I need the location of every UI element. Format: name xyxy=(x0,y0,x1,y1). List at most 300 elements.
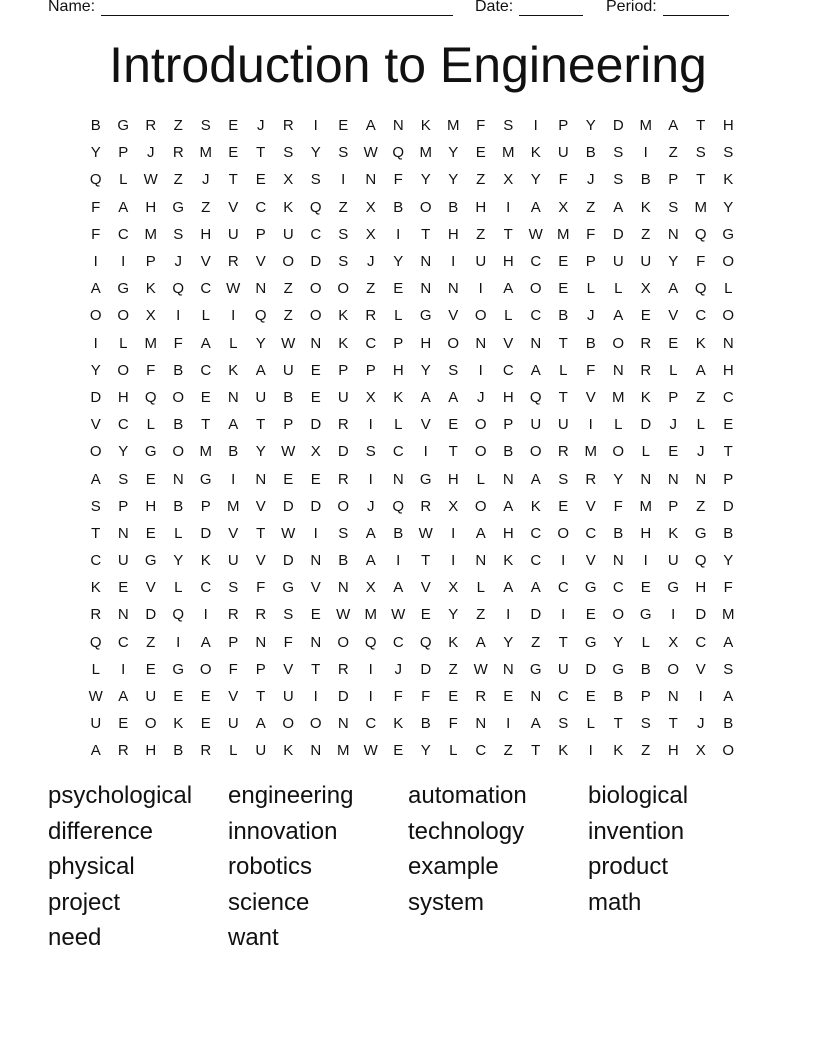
grid-letter[interactable]: Q xyxy=(392,144,405,162)
grid-letter[interactable]: H xyxy=(722,117,734,135)
grid-letter[interactable]: N xyxy=(612,361,624,379)
grid-letter[interactable]: R xyxy=(227,253,239,271)
grid-letter[interactable]: N xyxy=(502,660,514,678)
grid-letter[interactable]: N xyxy=(667,688,679,706)
grid-letter[interactable]: O xyxy=(474,416,487,434)
grid-letter[interactable]: V xyxy=(420,579,431,597)
grid-letter[interactable]: W xyxy=(363,742,378,760)
grid-letter[interactable]: M xyxy=(584,443,597,461)
grid-letter[interactable]: C xyxy=(695,307,707,325)
grid-letter[interactable]: I xyxy=(313,117,318,135)
grid-letter[interactable]: O xyxy=(722,307,735,325)
grid-letter[interactable]: E xyxy=(145,524,156,542)
grid-letter[interactable]: J xyxy=(587,307,595,325)
grid-letter[interactable]: O xyxy=(309,715,322,733)
grid-letter[interactable]: N xyxy=(502,470,514,488)
grid-letter[interactable]: P xyxy=(200,497,211,515)
grid-letter[interactable]: J xyxy=(669,416,677,434)
grid-letter[interactable]: E xyxy=(558,280,569,298)
grid-letter[interactable]: P xyxy=(558,117,569,135)
grid-letter[interactable]: P xyxy=(503,416,514,434)
grid-letter[interactable]: Z xyxy=(641,742,651,760)
name-field[interactable] xyxy=(48,0,453,16)
grid-letter[interactable]: U xyxy=(640,253,652,271)
grid-letter[interactable]: S xyxy=(723,660,734,678)
grid-letter[interactable]: S xyxy=(200,117,211,135)
grid-letter[interactable]: S xyxy=(613,171,624,189)
grid-letter[interactable]: O xyxy=(722,253,735,271)
grid-letter[interactable]: A xyxy=(695,361,706,379)
grid-letter[interactable]: D xyxy=(282,552,294,570)
grid-letter[interactable]: E xyxy=(145,660,156,678)
grid-letter[interactable]: S xyxy=(695,144,706,162)
grid-letter[interactable]: U xyxy=(557,416,569,434)
grid-letter[interactable]: Q xyxy=(89,633,102,651)
grid-letter[interactable]: T xyxy=(91,524,101,542)
grid-letter[interactable]: C xyxy=(255,198,267,216)
grid-letter[interactable]: D xyxy=(200,524,212,542)
grid-letter[interactable]: C xyxy=(200,361,212,379)
grid-letter[interactable]: W xyxy=(336,606,351,624)
grid-letter[interactable]: Z xyxy=(173,117,183,135)
grid-letter[interactable]: R xyxy=(282,117,294,135)
grid-letter[interactable]: O xyxy=(172,443,185,461)
grid-letter[interactable]: Z xyxy=(146,633,156,651)
grid-letter[interactable]: Q xyxy=(254,307,267,325)
grid-letter[interactable]: Z xyxy=(696,388,706,406)
grid-letter[interactable]: E xyxy=(668,443,679,461)
grid-letter[interactable]: M xyxy=(227,497,240,515)
grid-letter[interactable]: L xyxy=(146,416,155,434)
grid-letter[interactable]: Y xyxy=(420,171,431,189)
grid-letter[interactable]: X xyxy=(365,198,376,216)
grid-letter[interactable]: B xyxy=(723,524,734,542)
grid-letter[interactable]: N xyxy=(530,334,542,352)
grid-letter[interactable]: A xyxy=(613,307,624,325)
grid-letter[interactable]: K xyxy=(530,497,541,515)
grid-letter[interactable]: R xyxy=(475,688,487,706)
grid-letter[interactable]: I xyxy=(478,361,483,379)
grid-letter[interactable]: B xyxy=(585,334,596,352)
grid-letter[interactable]: Z xyxy=(531,633,541,651)
grid-letter[interactable]: D xyxy=(530,606,542,624)
period-field[interactable] xyxy=(606,0,729,16)
grid-letter[interactable]: Q xyxy=(392,497,405,515)
grid-letter[interactable]: X xyxy=(310,443,321,461)
grid-letter[interactable]: H xyxy=(420,334,432,352)
grid-letter[interactable]: E xyxy=(145,470,156,488)
grid-letter[interactable]: V xyxy=(668,307,679,325)
grid-letter[interactable]: W xyxy=(88,688,103,706)
grid-letter[interactable]: R xyxy=(255,606,267,624)
grid-letter[interactable]: O xyxy=(89,307,102,325)
grid-letter[interactable]: R xyxy=(227,606,239,624)
grid-letter[interactable]: U xyxy=(227,225,239,243)
grid-letter[interactable]: Z xyxy=(283,307,293,325)
grid-letter[interactable]: Y xyxy=(90,144,101,162)
grid-letter[interactable]: B xyxy=(173,742,184,760)
grid-letter[interactable]: L xyxy=(586,715,595,733)
grid-letter[interactable]: S xyxy=(228,579,239,597)
grid-letter[interactable]: A xyxy=(723,633,734,651)
grid-letter[interactable]: Z xyxy=(641,225,651,243)
grid-letter[interactable]: G xyxy=(667,579,680,597)
grid-letter[interactable]: D xyxy=(310,253,322,271)
grid-letter[interactable]: C xyxy=(200,280,212,298)
grid-letter[interactable]: I xyxy=(643,144,648,162)
grid-letter[interactable]: F xyxy=(613,497,623,515)
grid-letter[interactable]: V xyxy=(200,253,211,271)
grid-letter[interactable]: W xyxy=(281,334,296,352)
grid-letter[interactable]: U xyxy=(667,552,679,570)
grid-letter[interactable]: K xyxy=(338,334,349,352)
grid-letter[interactable]: S xyxy=(503,117,514,135)
grid-letter[interactable]: U xyxy=(282,361,294,379)
grid-letter[interactable]: H xyxy=(447,225,459,243)
grid-letter[interactable]: Y xyxy=(503,633,514,651)
grid-letter[interactable]: U xyxy=(145,688,157,706)
grid-letter[interactable]: S xyxy=(283,606,294,624)
grid-letter[interactable]: O xyxy=(199,660,212,678)
grid-letter[interactable]: K xyxy=(393,388,404,406)
grid-letter[interactable]: B xyxy=(448,198,459,216)
grid-letter[interactable]: G xyxy=(117,280,130,298)
grid-letter[interactable]: I xyxy=(121,253,126,271)
grid-letter[interactable]: S xyxy=(640,715,651,733)
grid-letter[interactable]: S xyxy=(448,361,459,379)
grid-letter[interactable]: K xyxy=(90,579,101,597)
grid-letter[interactable]: O xyxy=(337,497,350,515)
grid-letter[interactable]: L xyxy=(229,334,238,352)
grid-letter[interactable]: E xyxy=(200,688,211,706)
grid-letter[interactable]: R xyxy=(365,307,377,325)
grid-letter[interactable]: Y xyxy=(530,171,541,189)
grid-letter[interactable]: C xyxy=(200,579,212,597)
grid-letter[interactable]: T xyxy=(256,416,266,434)
grid-letter[interactable]: Q xyxy=(694,225,707,243)
grid-letter[interactable]: I xyxy=(368,416,373,434)
grid-letter[interactable]: N xyxy=(475,552,487,570)
grid-letter[interactable]: Q xyxy=(172,606,185,624)
grid-letter[interactable]: U xyxy=(557,144,569,162)
grid-letter[interactable]: I xyxy=(313,524,318,542)
grid-letter[interactable]: I xyxy=(451,524,456,542)
grid-letter[interactable]: D xyxy=(337,688,349,706)
grid-letter[interactable]: T xyxy=(421,552,431,570)
grid-letter[interactable]: Q xyxy=(694,280,707,298)
grid-letter[interactable]: E xyxy=(668,334,679,352)
grid-letter[interactable]: O xyxy=(144,715,157,733)
grid-letter[interactable]: C xyxy=(117,633,129,651)
grid-letter[interactable]: T xyxy=(558,633,568,651)
grid-letter[interactable]: W xyxy=(363,144,378,162)
grid-letter[interactable]: G xyxy=(584,579,597,597)
grid-letter[interactable]: U xyxy=(530,416,542,434)
grid-letter[interactable]: G xyxy=(144,552,157,570)
grid-letter[interactable]: Z xyxy=(173,171,183,189)
grid-letter[interactable]: F xyxy=(723,579,733,597)
grid-letter[interactable]: S xyxy=(338,144,349,162)
grid-letter[interactable]: R xyxy=(172,144,184,162)
grid-letter[interactable]: R xyxy=(557,443,569,461)
grid-letter[interactable]: F xyxy=(283,633,293,651)
grid-letter[interactable]: I xyxy=(588,416,593,434)
grid-letter[interactable]: A xyxy=(613,198,624,216)
grid-letter[interactable]: A xyxy=(90,280,101,298)
grid-letter[interactable]: G xyxy=(529,660,542,678)
grid-letter[interactable]: W xyxy=(391,606,406,624)
grid-letter[interactable]: G xyxy=(199,470,212,488)
grid-letter[interactable]: V xyxy=(585,497,596,515)
grid-letter[interactable]: J xyxy=(477,388,485,406)
grid-letter[interactable]: N xyxy=(117,606,129,624)
grid-letter[interactable]: C xyxy=(722,388,734,406)
grid-letter[interactable]: H xyxy=(502,388,514,406)
grid-letter[interactable]: M xyxy=(722,606,735,624)
grid-letter[interactable]: E xyxy=(393,280,404,298)
grid-letter[interactable]: T xyxy=(613,715,623,733)
grid-letter[interactable]: S xyxy=(173,225,184,243)
grid-letter[interactable]: Y xyxy=(723,198,734,216)
grid-letter[interactable]: U xyxy=(227,552,239,570)
grid-letter[interactable]: V xyxy=(585,552,596,570)
grid-letter[interactable]: F xyxy=(476,117,486,135)
grid-letter[interactable]: D xyxy=(282,497,294,515)
grid-letter[interactable]: P xyxy=(585,253,596,271)
grid-letter[interactable]: C xyxy=(695,633,707,651)
grid-letter[interactable]: I xyxy=(478,280,483,298)
grid-letter[interactable]: O xyxy=(667,660,680,678)
grid-letter[interactable]: T xyxy=(531,742,541,760)
date-blank-line[interactable] xyxy=(519,1,583,16)
grid-letter[interactable]: O xyxy=(117,307,130,325)
grid-letter[interactable]: P xyxy=(365,361,376,379)
grid-letter[interactable]: B xyxy=(393,198,404,216)
grid-letter[interactable]: E xyxy=(173,688,184,706)
grid-letter[interactable]: M xyxy=(144,334,157,352)
grid-letter[interactable]: G xyxy=(584,633,597,651)
grid-letter[interactable]: Z xyxy=(503,742,513,760)
grid-letter[interactable]: N xyxy=(475,715,487,733)
grid-letter[interactable]: K xyxy=(283,198,294,216)
grid-letter[interactable]: F xyxy=(448,715,458,733)
grid-letter[interactable]: J xyxy=(697,715,705,733)
grid-letter[interactable]: I xyxy=(341,171,346,189)
grid-letter[interactable]: I xyxy=(506,198,511,216)
grid-letter[interactable]: W xyxy=(528,225,543,243)
grid-letter[interactable]: Y xyxy=(118,443,129,461)
grid-letter[interactable]: X xyxy=(503,171,514,189)
grid-letter[interactable]: S xyxy=(668,198,679,216)
grid-letter[interactable]: I xyxy=(231,470,236,488)
grid-letter[interactable]: B xyxy=(173,361,184,379)
grid-letter[interactable]: L xyxy=(476,470,485,488)
grid-letter[interactable]: E xyxy=(448,416,459,434)
grid-letter[interactable]: O xyxy=(89,443,102,461)
grid-letter[interactable]: E xyxy=(118,579,129,597)
grid-letter[interactable]: L xyxy=(174,579,183,597)
grid-letter[interactable]: N xyxy=(227,388,239,406)
grid-letter[interactable]: E xyxy=(310,388,321,406)
grid-letter[interactable]: E xyxy=(228,144,239,162)
grid-letter[interactable]: T xyxy=(311,660,321,678)
grid-letter[interactable]: V xyxy=(695,660,706,678)
grid-letter[interactable]: Q xyxy=(309,198,322,216)
grid-letter[interactable]: O xyxy=(172,388,185,406)
grid-letter[interactable]: G xyxy=(722,225,735,243)
grid-letter[interactable]: K xyxy=(613,742,624,760)
grid-letter[interactable]: P xyxy=(255,225,266,243)
grid-letter[interactable]: H xyxy=(640,524,652,542)
grid-letter[interactable]: I xyxy=(368,688,373,706)
grid-letter[interactable]: N xyxy=(172,470,184,488)
grid-letter[interactable]: P xyxy=(255,660,266,678)
grid-letter[interactable]: D xyxy=(310,497,322,515)
grid-letter[interactable]: D xyxy=(420,660,432,678)
grid-letter[interactable]: D xyxy=(337,443,349,461)
grid-letter[interactable]: L xyxy=(641,443,650,461)
grid-letter[interactable]: A xyxy=(503,497,514,515)
grid-letter[interactable]: B xyxy=(393,524,404,542)
grid-letter[interactable]: E xyxy=(503,688,514,706)
grid-letter[interactable]: J xyxy=(367,497,375,515)
grid-letter[interactable]: D xyxy=(585,660,597,678)
grid-letter[interactable]: N xyxy=(667,225,679,243)
grid-letter[interactable]: B xyxy=(585,144,596,162)
grid-letter[interactable]: M xyxy=(447,117,460,135)
grid-letter[interactable]: Y xyxy=(310,144,321,162)
grid-letter[interactable]: T xyxy=(201,416,211,434)
grid-letter[interactable]: V xyxy=(283,660,294,678)
grid-letter[interactable]: C xyxy=(365,334,377,352)
grid-letter[interactable]: M xyxy=(502,144,515,162)
grid-letter[interactable]: L xyxy=(614,280,623,298)
grid-letter[interactable]: T xyxy=(696,171,706,189)
grid-letter[interactable]: A xyxy=(90,742,101,760)
grid-letter[interactable]: V xyxy=(503,334,514,352)
grid-letter[interactable]: N xyxy=(310,552,322,570)
grid-letter[interactable]: K xyxy=(723,171,734,189)
grid-letter[interactable]: M xyxy=(694,198,707,216)
grid-letter[interactable]: N xyxy=(310,742,322,760)
grid-letter[interactable]: J xyxy=(174,253,182,271)
grid-letter[interactable]: X xyxy=(695,742,706,760)
grid-letter[interactable]: Z xyxy=(668,144,678,162)
grid-letter[interactable]: T xyxy=(256,688,266,706)
grid-letter[interactable]: N xyxy=(310,633,322,651)
grid-letter[interactable]: Q xyxy=(529,388,542,406)
grid-letter[interactable]: R xyxy=(337,660,349,678)
grid-letter[interactable]: C xyxy=(612,579,624,597)
grid-letter[interactable]: Y xyxy=(173,552,184,570)
grid-letter[interactable]: N xyxy=(310,334,322,352)
grid-letter[interactable]: A xyxy=(255,715,266,733)
grid-letter[interactable]: V xyxy=(255,552,266,570)
grid-letter[interactable]: I xyxy=(561,606,566,624)
grid-letter[interactable]: M xyxy=(337,742,350,760)
grid-letter[interactable]: S xyxy=(338,225,349,243)
grid-letter[interactable]: C xyxy=(392,633,404,651)
grid-letter[interactable]: H xyxy=(200,225,212,243)
grid-letter[interactable]: N xyxy=(337,715,349,733)
grid-letter[interactable]: Q xyxy=(364,633,377,651)
grid-letter[interactable]: V xyxy=(585,388,596,406)
grid-letter[interactable]: X xyxy=(145,307,156,325)
grid-letter[interactable]: Y xyxy=(585,117,596,135)
grid-letter[interactable]: B xyxy=(90,117,101,135)
grid-letter[interactable]: H xyxy=(447,470,459,488)
grid-letter[interactable]: T xyxy=(448,443,458,461)
grid-letter[interactable]: E xyxy=(448,688,459,706)
grid-letter[interactable]: F xyxy=(91,225,101,243)
grid-letter[interactable]: U xyxy=(337,388,349,406)
grid-letter[interactable]: B xyxy=(558,307,569,325)
grid-letter[interactable]: I xyxy=(313,688,318,706)
grid-letter[interactable]: K xyxy=(393,715,404,733)
grid-letter[interactable]: Q xyxy=(694,552,707,570)
grid-letter[interactable]: U xyxy=(117,552,129,570)
grid-letter[interactable]: B xyxy=(338,552,349,570)
grid-letter[interactable]: I xyxy=(451,253,456,271)
grid-letter[interactable]: M xyxy=(639,497,652,515)
grid-letter[interactable]: D xyxy=(90,388,102,406)
grid-letter[interactable]: F xyxy=(586,225,596,243)
grid-letter[interactable]: F xyxy=(393,688,403,706)
grid-letter[interactable]: V xyxy=(228,524,239,542)
grid-letter[interactable]: Z xyxy=(476,171,486,189)
grid-letter[interactable]: I xyxy=(588,742,593,760)
grid-letter[interactable]: I xyxy=(368,660,373,678)
grid-letter[interactable]: E xyxy=(255,171,266,189)
grid-letter[interactable]: A xyxy=(365,117,376,135)
grid-letter[interactable]: O xyxy=(337,280,350,298)
grid-letter[interactable]: H xyxy=(667,742,679,760)
grid-letter[interactable]: T xyxy=(503,225,513,243)
grid-letter[interactable]: D xyxy=(612,117,624,135)
grid-letter[interactable]: N xyxy=(695,470,707,488)
grid-letter[interactable]: K xyxy=(283,742,294,760)
grid-letter[interactable]: N xyxy=(420,280,432,298)
grid-letter[interactable]: C xyxy=(90,552,102,570)
grid-letter[interactable]: M xyxy=(557,225,570,243)
grid-letter[interactable]: E xyxy=(310,606,321,624)
grid-letter[interactable]: D xyxy=(310,416,322,434)
grid-letter[interactable]: D xyxy=(695,606,707,624)
grid-letter[interactable]: I xyxy=(533,117,538,135)
grid-letter[interactable]: O xyxy=(282,253,295,271)
grid-letter[interactable]: C xyxy=(310,225,322,243)
grid-letter[interactable]: A xyxy=(200,633,211,651)
grid-letter[interactable]: V xyxy=(255,497,266,515)
grid-letter[interactable]: S xyxy=(723,144,734,162)
grid-letter[interactable]: I xyxy=(698,688,703,706)
grid-letter[interactable]: I xyxy=(231,307,236,325)
grid-letter[interactable]: I xyxy=(423,443,428,461)
grid-letter[interactable]: R xyxy=(640,334,652,352)
grid-letter[interactable]: C xyxy=(557,688,569,706)
grid-letter[interactable]: L xyxy=(641,633,650,651)
grid-letter[interactable]: V xyxy=(255,253,266,271)
grid-letter[interactable]: Y xyxy=(448,171,459,189)
grid-letter[interactable]: E xyxy=(228,117,239,135)
grid-letter[interactable]: T xyxy=(668,715,678,733)
grid-letter[interactable]: H xyxy=(392,361,404,379)
grid-letter[interactable]: Q xyxy=(419,633,432,651)
grid-letter[interactable]: E xyxy=(723,416,734,434)
grid-letter[interactable]: E xyxy=(338,117,349,135)
grid-letter[interactable]: E xyxy=(420,606,431,624)
grid-letter[interactable]: F xyxy=(256,579,266,597)
